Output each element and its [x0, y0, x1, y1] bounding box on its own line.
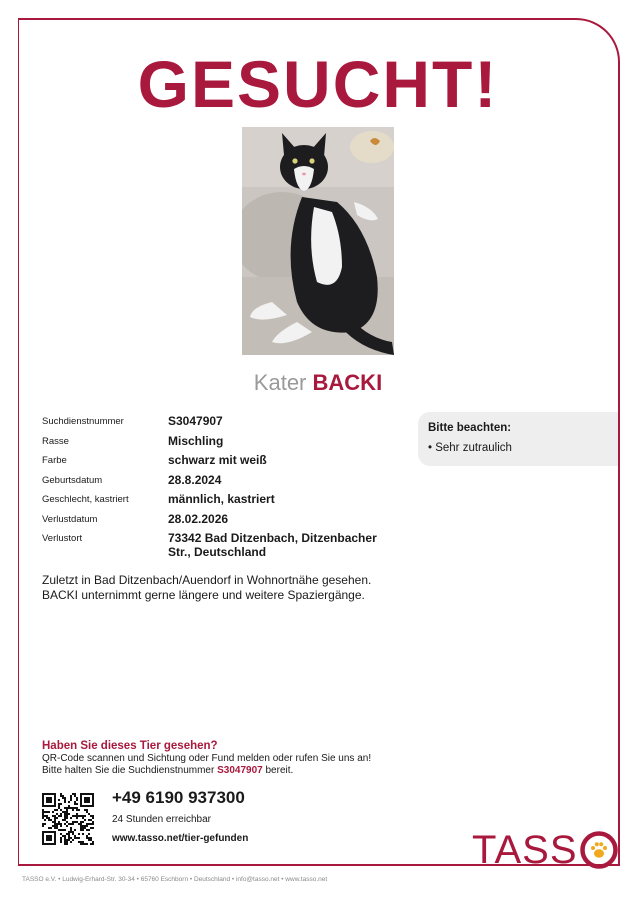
cta-line-1: QR-Code scannen und Sichtung oder Fund melden oder rufen Sie uns an!	[42, 753, 372, 764]
detail-label: Verlustdatum	[42, 513, 98, 525]
detail-row	[42, 434, 402, 454]
detail-label: Geschlecht, kastriert	[42, 494, 129, 505]
notes-title: Bitte beachten:	[428, 422, 512, 434]
cta-line-2-post: bereit.	[262, 765, 294, 776]
detail-row	[42, 414, 402, 434]
detail-value: 28.02.2026	[168, 511, 229, 526]
logo-text: TASS	[472, 828, 578, 872]
detail-value: Mischling	[168, 433, 224, 448]
notes-box	[418, 412, 618, 466]
cta-title: Haben Sie dieses Tier gesehen?	[42, 740, 218, 752]
pet-name-value: BACKI	[312, 370, 383, 395]
detail-label: Geburtsdatum	[42, 474, 103, 486]
detail-value: S3047907	[168, 414, 223, 428]
tasso-logo	[472, 826, 619, 874]
pet-name	[0, 370, 636, 396]
pet-photo	[242, 127, 394, 355]
description-line: BACKI unternimmt gerne längere und weitere Spaziergänge.	[42, 588, 365, 602]
cta-line-2	[42, 765, 462, 777]
cta-line-2-pre: Bitte halten Sie die Suchdienstnummer	[42, 765, 218, 776]
detail-row	[42, 512, 402, 532]
detail-label: Verlustort	[42, 533, 83, 544]
call-to-action	[42, 740, 462, 777]
detail-row	[42, 473, 402, 493]
detail-value: 73342 Bad Ditzenbach, Ditzenbacher Str., Deutschland	[168, 531, 377, 559]
pet-kind: Kater	[253, 370, 307, 395]
description-line: Zuletzt in Bad Ditzenbach/Auendorf in Wohnortnähe gesehen.	[42, 573, 372, 587]
paw-icon	[579, 830, 619, 870]
website-link[interactable]: www.tasso.net/tier-gefunden	[112, 833, 249, 844]
qr-code[interactable]	[42, 793, 94, 845]
detail-row	[42, 453, 402, 473]
details-table	[42, 414, 402, 565]
headline: GESUCHT!	[137, 47, 499, 121]
phone-number[interactable]: +49 6190 937300	[112, 788, 245, 807]
hours-text: 24 Stunden erreichbar	[112, 814, 211, 825]
notes-item: • Sehr zutraulich	[428, 442, 512, 454]
detail-row	[42, 531, 402, 565]
detail-label: Suchdienstnummer	[42, 416, 124, 427]
footer-address: TASSO e.V. • Ludwig-Erhard-Str. 30-34 • 65760 Eschborn • Deutschland • info@tasso.net • www.tasso.net	[22, 876, 328, 883]
detail-value: schwarz mit weiß	[168, 453, 267, 467]
detail-value: 28.8.2024	[168, 472, 222, 487]
detail-value: männlich, kastriert	[168, 492, 275, 506]
description	[42, 573, 442, 603]
cta-search-number: S3047907	[217, 765, 263, 776]
detail-label: Rasse	[42, 435, 69, 447]
detail-label: Farbe	[42, 455, 67, 466]
detail-row	[42, 492, 402, 512]
